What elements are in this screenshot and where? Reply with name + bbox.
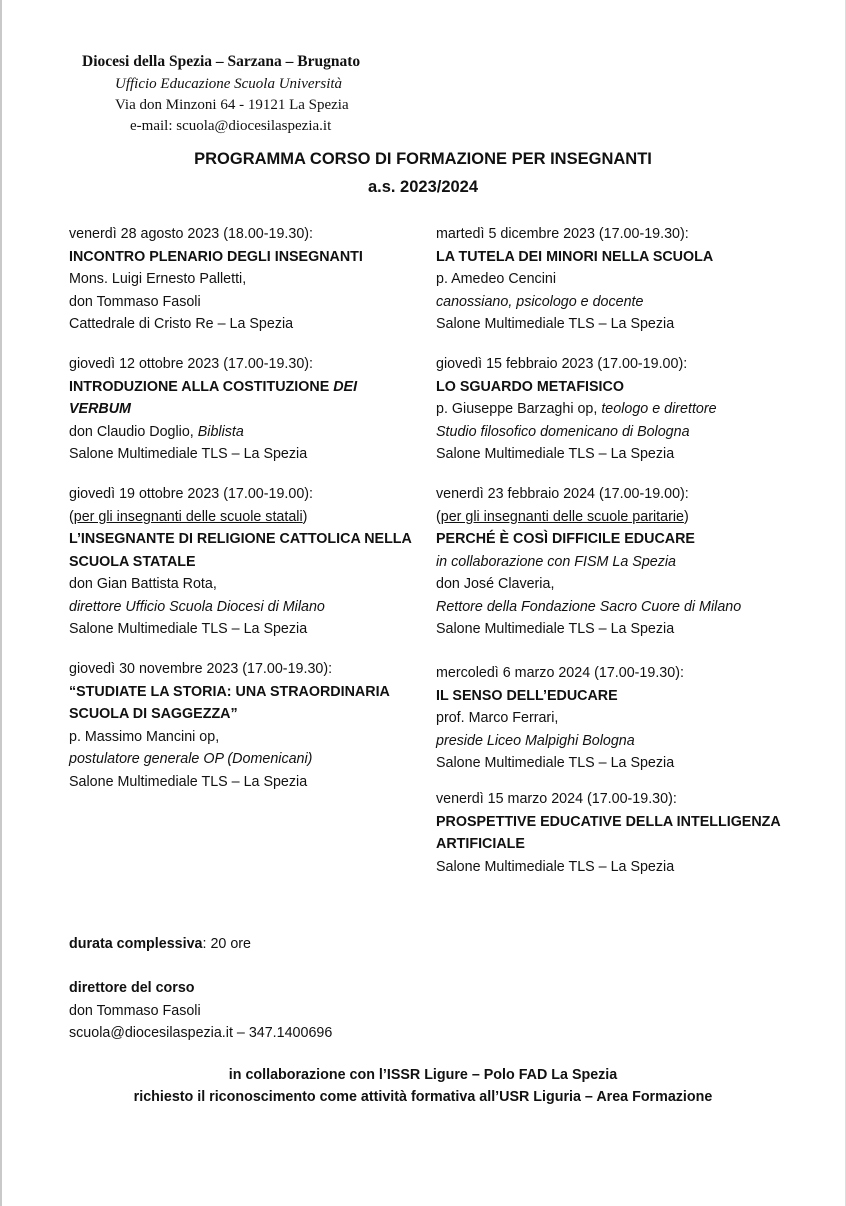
event-title — [69, 376, 419, 399]
event-location: Salone Multimediale TLS – La Spezia — [436, 446, 675, 462]
note-paren: ( — [436, 508, 441, 525]
event-collaboration: in collaborazione con FISM La Spezia — [436, 553, 677, 570]
event-date: venerdì 23 febbraio 2024 (17.00-19.00): — [436, 486, 689, 502]
event-title-text: INTRODUZIONE ALLA COSTITUZIONE — [69, 378, 334, 395]
event-date: giovedì 15 febbraio 2023 (17.00-19.00): — [436, 356, 688, 372]
event-audience-note — [436, 506, 786, 529]
event-location: Cattedrale di Cristo Re – La Spezia — [69, 316, 294, 332]
event-date: venerdì 15 marzo 2024 (17.00-19.30): — [436, 791, 677, 807]
note-text: per gli insegnanti delle scuole paritarie — [440, 508, 684, 525]
event-title: PERCHÉ È COSÌ DIFFICILE EDUCARE — [436, 531, 695, 547]
course-duration — [69, 933, 251, 956]
event-title: ARTIFICIALE — [436, 836, 525, 852]
event-speaker — [69, 421, 419, 444]
note-paren: ) — [683, 508, 689, 525]
director-name: don Tommaso Fasoli — [69, 1002, 201, 1019]
event-15-marzo — [436, 788, 786, 878]
event-title-italic: DEI — [333, 378, 358, 395]
event-date: mercoledì 6 marzo 2024 (17.00-19.30): — [436, 665, 684, 681]
note-text: per gli insegnanti delle scuole statali — [73, 508, 303, 525]
director-label: direttore del corso — [69, 980, 195, 996]
speaker-name: don Claudio Doglio, — [69, 423, 198, 440]
event-location: Salone Multimediale TLS – La Spezia — [69, 621, 308, 637]
duration-label: durata complessiva — [69, 936, 203, 952]
note-paren: ) — [302, 508, 308, 525]
event-28-agosto — [69, 223, 419, 336]
speaker-role: canossiano, psicologo e docente — [436, 293, 644, 310]
recognition-line: richiesto il riconoscimento come attività formativa all’USR Liguria – Area Formazione — [133, 1089, 713, 1105]
event-date: giovedì 19 ottobre 2023 (17.00-19.00): — [69, 486, 314, 502]
event-date: martedì 5 dicembre 2023 (17.00-19.30): — [436, 226, 689, 242]
speaker-name: p. Giuseppe Barzaghi op, — [436, 401, 602, 417]
event-speaker: p. Massimo Mancini op, — [69, 728, 220, 745]
event-30-novembre — [69, 658, 419, 793]
event-title: “STUDIATE LA STORIA: UNA STRAORDINARIA — [69, 683, 390, 700]
event-title-italic: VERBUM — [69, 401, 131, 417]
speaker-role: Biblista — [197, 423, 244, 440]
note-paren: ( — [69, 508, 74, 525]
organization-name: Diocesi della Spezia – Sarzana – Brugnato — [82, 53, 361, 70]
event-location: Salone Multimediale TLS – La Spezia — [436, 755, 675, 771]
duration-value: : 20 ore — [202, 936, 251, 952]
event-title: SCUOLA STATALE — [69, 553, 196, 570]
event-date: giovedì 12 ottobre 2023 (17.00-19.30): — [69, 356, 314, 372]
event-6-marzo — [436, 662, 786, 775]
event-location: Salone Multimediale TLS – La Spezia — [436, 858, 675, 875]
event-title: LA TUTELA DEI MINORI NELLA SCUOLA — [436, 248, 714, 265]
event-23-febbraio — [436, 483, 786, 641]
event-location: Salone Multimediale TLS – La Spezia — [436, 316, 675, 332]
event-12-ottobre — [69, 353, 419, 466]
event-title: IL SENSO DELL’EDUCARE — [436, 687, 618, 704]
event-audience-note — [69, 506, 419, 529]
event-speaker: prof. Marco Ferrari, — [436, 710, 559, 726]
collaboration-line: in collaborazione con l’ISSR Ligure – Polo FAD La Spezia — [228, 1067, 618, 1083]
event-title: L’INSEGNANTE DI RELIGIONE CATTOLICA NELLA — [69, 531, 412, 547]
event-title: INCONTRO PLENARIO DEGLI INSEGNANTI — [69, 248, 363, 265]
event-location: Salone Multimediale TLS – La Spezia — [69, 773, 308, 790]
event-speaker: Mons. Luigi Ernesto Palletti, — [69, 271, 247, 287]
event-title: PROSPETTIVE EDUCATIVE DELLA INTELLIGENZA — [436, 813, 781, 830]
speaker-role: Rettore della Fondazione Sacro Cuore di Milano — [436, 598, 742, 615]
director-contact: scuola@diocesilaspezia.it – 347.1400696 — [69, 1025, 333, 1041]
event-title: LO SGUARDO METAFISICO — [436, 378, 624, 395]
office-name: Ufficio Educazione Scuola Università — [115, 76, 343, 92]
duration-line — [69, 933, 251, 956]
event-location: Salone Multimediale TLS – La Spezia — [436, 621, 675, 637]
event-date: venerdì 28 agosto 2023 (18.00-19.30): — [69, 226, 314, 242]
office-address: Via don Minzoni 64 - 19121 La Spezia — [115, 97, 349, 113]
event-location: Salone Multimediale TLS – La Spezia — [69, 446, 308, 462]
speaker-role: direttore Ufficio Scuola Diocesi di Milano — [69, 598, 325, 615]
event-speaker: don Gian Battista Rota, — [69, 576, 217, 592]
event-date: giovedì 30 novembre 2023 (17.00-19.30): — [69, 661, 333, 677]
document-title: PROGRAMMA CORSO DI FORMAZIONE PER INSEGNANTI — [194, 150, 652, 168]
event-title: SCUOLA DI SAGGEZZA” — [69, 706, 238, 722]
speaker-role: postulatore generale OP (Domenicani) — [69, 751, 313, 767]
event-19-ottobre — [69, 483, 419, 641]
office-email: e-mail: scuola@diocesilaspezia.it — [130, 118, 332, 134]
event-speaker: don José Claveria, — [436, 576, 555, 592]
event-speaker: don Tommaso Fasoli — [69, 293, 201, 310]
speaker-role: preside Liceo Malpighi Bologna — [436, 732, 635, 749]
event-5-dicembre — [436, 223, 786, 336]
event-15-febbraio — [436, 353, 786, 466]
event-speaker: p. Amedeo Cencini — [436, 271, 557, 287]
speaker-role: teologo e direttore — [601, 401, 717, 417]
course-director — [69, 977, 332, 1045]
event-speaker — [436, 398, 786, 421]
speaker-role: Studio filosofico domenicano di Bologna — [436, 423, 690, 440]
school-year: a.s. 2023/2024 — [367, 178, 479, 196]
